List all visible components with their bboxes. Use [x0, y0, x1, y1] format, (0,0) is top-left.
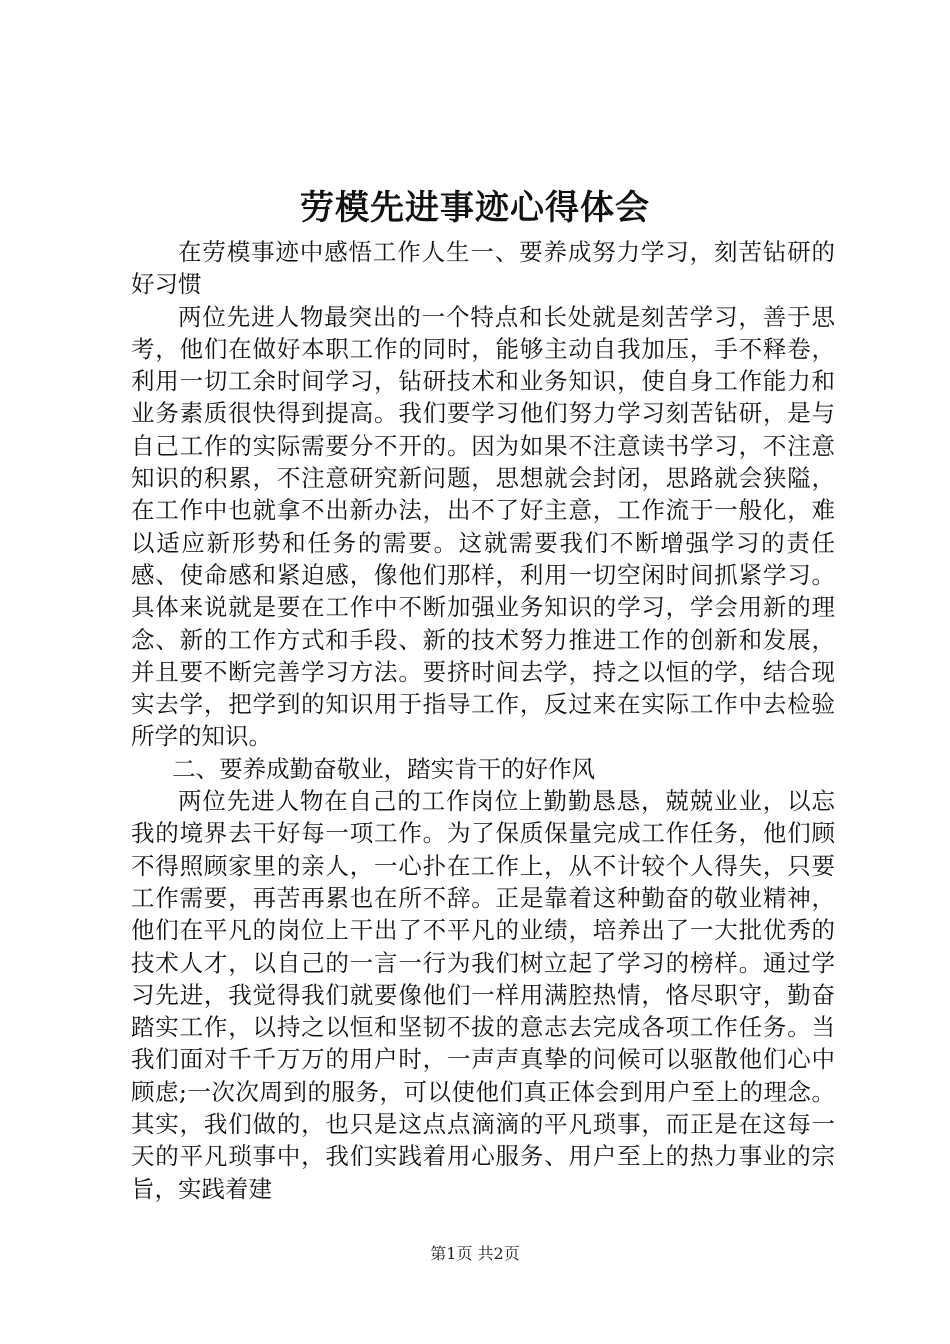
- document-title: 劳模先进事迹心得体会: [300, 188, 650, 228]
- paragraph-diligence: 两位先进人物在自己的工作岗位上勤勤恳恳，兢兢业业，以忘我的境界去干好每一项工作。为了保质保量完成工作任务，他们顾不得照顾家里的亲人，一心扑在工作上，从不计较个人得失，只要工作需要，再苦再累也在所不辞。正是靠着这种勤奋的敬业精神，他们在平凡的岗位上干出了不平凡的业绩，培养出了一大批优秀的技术人才，以自己的一言一行为我们树立起了学习的榜样。通过学习先进，我觉得我们就要像他们一样用满腔热情，恪尽职守，勤奋踏实工作，以持之以恒和坚韧不拔的意志去完成各项工作任务。当我们面对千千万万的用户时，一声声真挚的问候可以驱散他们心中顾虑;一次次周到的服务，可以使他们真正体会到用户至上的理念。其实，我们做的，也只是这点点滴滴的平凡琐事，而正是在这每一天的平凡琐事中，我们实践着用心服务、用户至上的热力事业的宗旨，实践着建: [131, 787, 835, 1203]
- document-body: [131, 236, 835, 1205]
- section-heading-diligence: 二、要养成勤奋敬业，踏实肯干的好作风: [172, 754, 596, 783]
- page-number-footer: 第1页 共2页: [430, 1244, 520, 1263]
- paragraph-study: 两位先进人物最突出的一个特点和长处就是刻苦学习，善于思考，他们在做好本职工作的同时，能够主动自我加压，手不释卷，利用一切工余时间学习，钻研技术和业务知识，使自身工作能力和业务素质很快得到提高。我们要学习他们努力学习刻苦钻研，是与自己工作的实际需要分不开的。因为如果不注意读书学习，不注意知识的积累，不注意研究新问题，思想就会封闭，思路就会狭隘，在工作中也就拿不出新办法，出不了好主意，工作流于一般化，难以适应新形势和任务的需要。这就需要我们不断增强学习的责任感、使命感和紧迫感，像他们那样，利用一切空闲时间抓紧学习。具体来说就是要在工作中不断加强业务知识的学习，学会用新的理念、新的工作方式和手段、新的技术努力推进工作的创新和发展，并且要不断完善学习方法。要挤时间去学，持之以恒的学，结合现实去学，把学到的知识用于指导工作，反过来在实际工作中去检验所学的知识。: [131, 302, 835, 751]
- paragraph-intro: 在劳模事迹中感悟工作人生一、要养成努力学习，刻苦钻研的好习惯: [131, 238, 835, 299]
